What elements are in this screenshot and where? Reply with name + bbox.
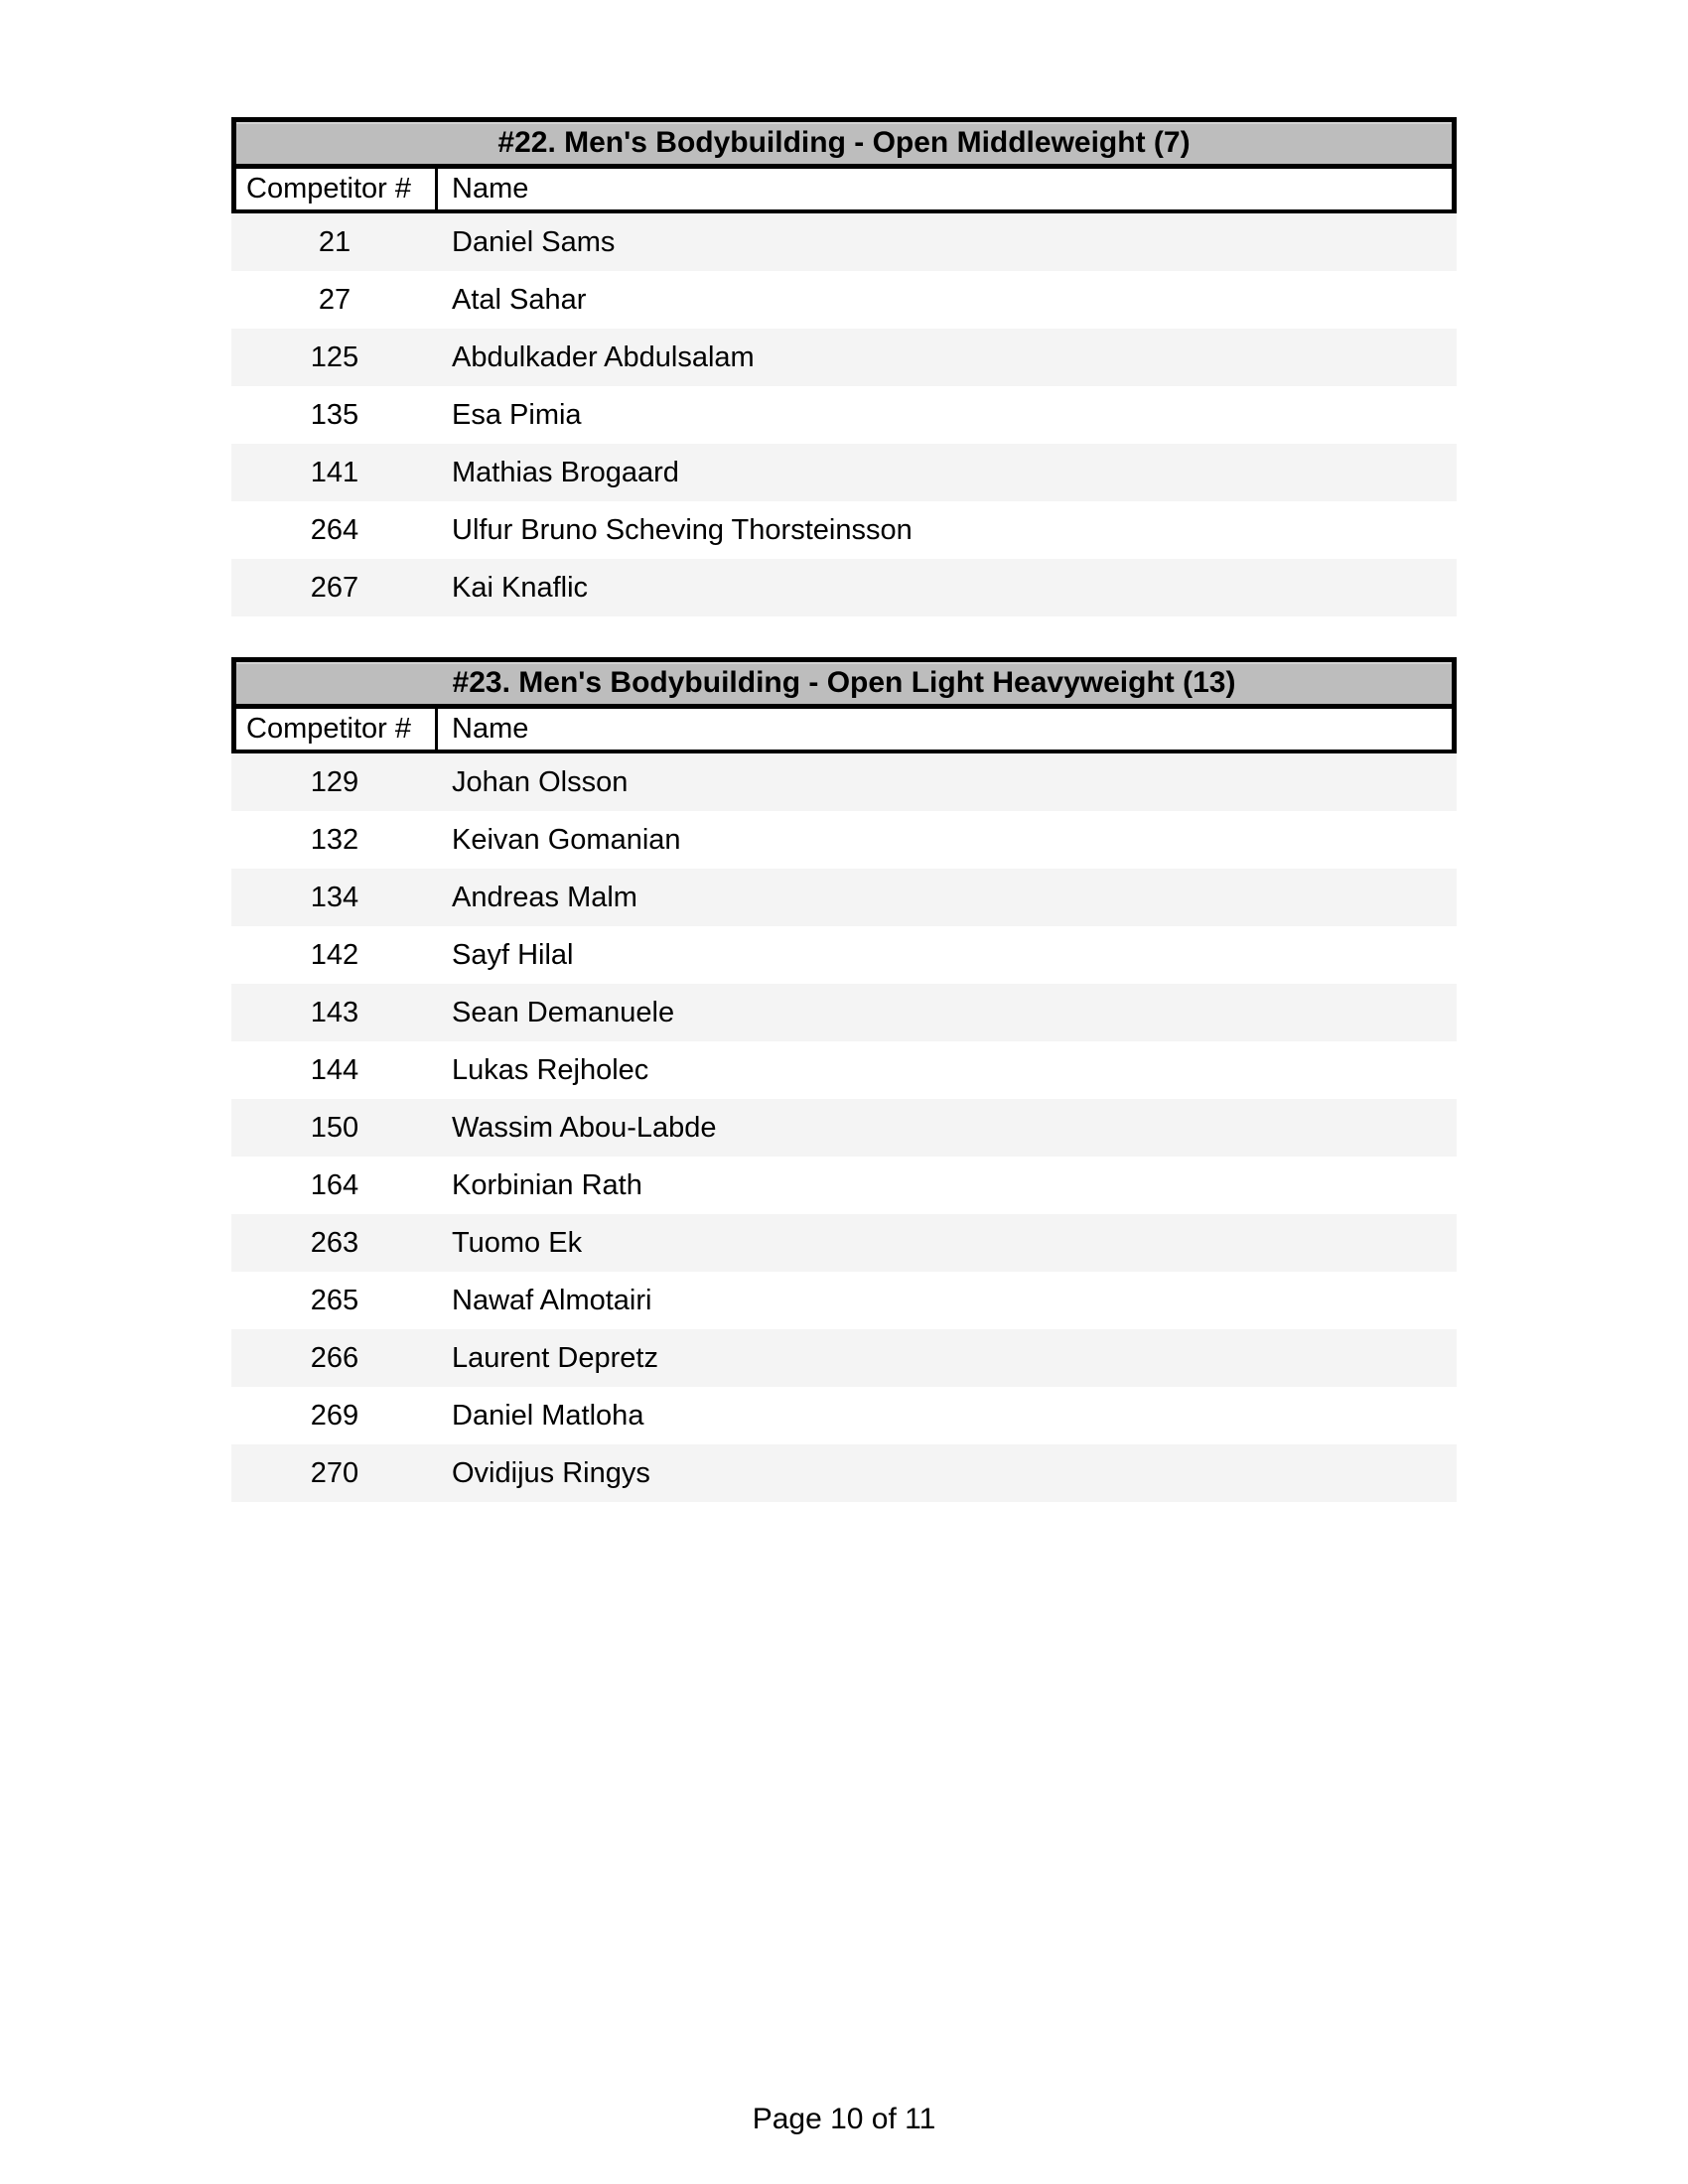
table-title: #23. Men's Bodybuilding - Open Light Heavyweight (13): [231, 657, 1457, 709]
competitor-number: 266: [310, 1341, 359, 1374]
competitor-name: Sean Demanuele: [452, 996, 675, 1028]
table-header-row: [231, 169, 1457, 213]
competitor-number: 143: [310, 996, 359, 1028]
competitor-name: Nawaf Almotairi: [452, 1284, 652, 1316]
competitor-name: Johan Olsson: [452, 765, 629, 798]
competitor-number: 21: [318, 225, 352, 258]
competitor-name: Daniel Sams: [452, 225, 616, 258]
table-row: [231, 811, 1457, 869]
competitor-number: 264: [310, 513, 359, 546]
table-row: [231, 1329, 1457, 1387]
table-row: [231, 444, 1457, 501]
competitor-name: Wassim Abou-Labde: [452, 1111, 717, 1144]
competitor-name: Keivan Gomanian: [452, 823, 681, 856]
table-row: [231, 984, 1457, 1041]
competitor-name: Ulfur Bruno Scheving Thorsteinsson: [452, 513, 913, 546]
table-row: [231, 1214, 1457, 1272]
competitor-name: Atal Sahar: [452, 283, 587, 316]
table-body: [231, 213, 1457, 616]
column-header-name: Name: [452, 173, 529, 205]
competitor-number: 129: [310, 765, 359, 798]
table-row: [231, 1387, 1457, 1444]
table-row: [231, 271, 1457, 329]
competitor-number: 270: [310, 1456, 359, 1489]
competitor-number: 141: [310, 456, 359, 488]
table-row: [231, 1099, 1457, 1157]
competitor-number: 144: [310, 1053, 359, 1086]
table-row: [231, 1041, 1457, 1099]
competitor-name: Lukas Rejholec: [452, 1053, 649, 1086]
competitor-number: 267: [310, 571, 359, 604]
competitor-number: 265: [310, 1284, 359, 1316]
column-header-name: Name: [452, 713, 529, 745]
table-row: [231, 1444, 1457, 1502]
competitor-number: 135: [310, 398, 359, 431]
table-row: [231, 869, 1457, 926]
table-body: [231, 753, 1457, 1502]
competitor-number: 142: [310, 938, 359, 971]
table-row: [231, 501, 1457, 559]
table-open-light-heavyweight: [231, 657, 1457, 1502]
table-row: [231, 753, 1457, 811]
competitor-name: Laurent Depretz: [452, 1341, 658, 1374]
column-header-competitor-number: Competitor #: [236, 709, 438, 750]
table-title: #22. Men's Bodybuilding - Open Middleweight (7): [231, 117, 1457, 169]
competitor-name: Daniel Matloha: [452, 1399, 644, 1432]
competitor-name: Kai Knaflic: [452, 571, 589, 604]
competitor-number: 150: [310, 1111, 359, 1144]
page-number: Page 10 of 11: [752, 2103, 936, 2135]
competitor-number: 132: [310, 823, 359, 856]
column-header-competitor-number: Competitor #: [236, 169, 438, 209]
table-row: [231, 329, 1457, 386]
competitor-number: 134: [310, 881, 359, 913]
competitor-name: Esa Pimia: [452, 398, 582, 431]
table-row: [231, 1157, 1457, 1214]
competitor-name: Andreas Malm: [452, 881, 637, 913]
table-row: [231, 926, 1457, 984]
competitor-name: Sayf Hilal: [452, 938, 574, 971]
competitor-number: 269: [310, 1399, 359, 1432]
competitor-number: 125: [310, 341, 359, 373]
table-header-row: [231, 709, 1457, 753]
competitor-number: 27: [318, 283, 352, 316]
table-open-middleweight: [231, 117, 1457, 616]
competitor-name: Mathias Brogaard: [452, 456, 679, 488]
table-row: [231, 213, 1457, 271]
competitor-name: Ovidijus Ringys: [452, 1456, 650, 1489]
table-row: [231, 386, 1457, 444]
competitor-number: 263: [310, 1226, 359, 1259]
table-row: [231, 1272, 1457, 1329]
competitor-number: 164: [310, 1168, 359, 1201]
table-row: [231, 559, 1457, 616]
competitor-name: Tuomo Ek: [452, 1226, 583, 1259]
competitor-name: Korbinian Rath: [452, 1168, 642, 1201]
competitor-name: Abdulkader Abdulsalam: [452, 341, 755, 373]
